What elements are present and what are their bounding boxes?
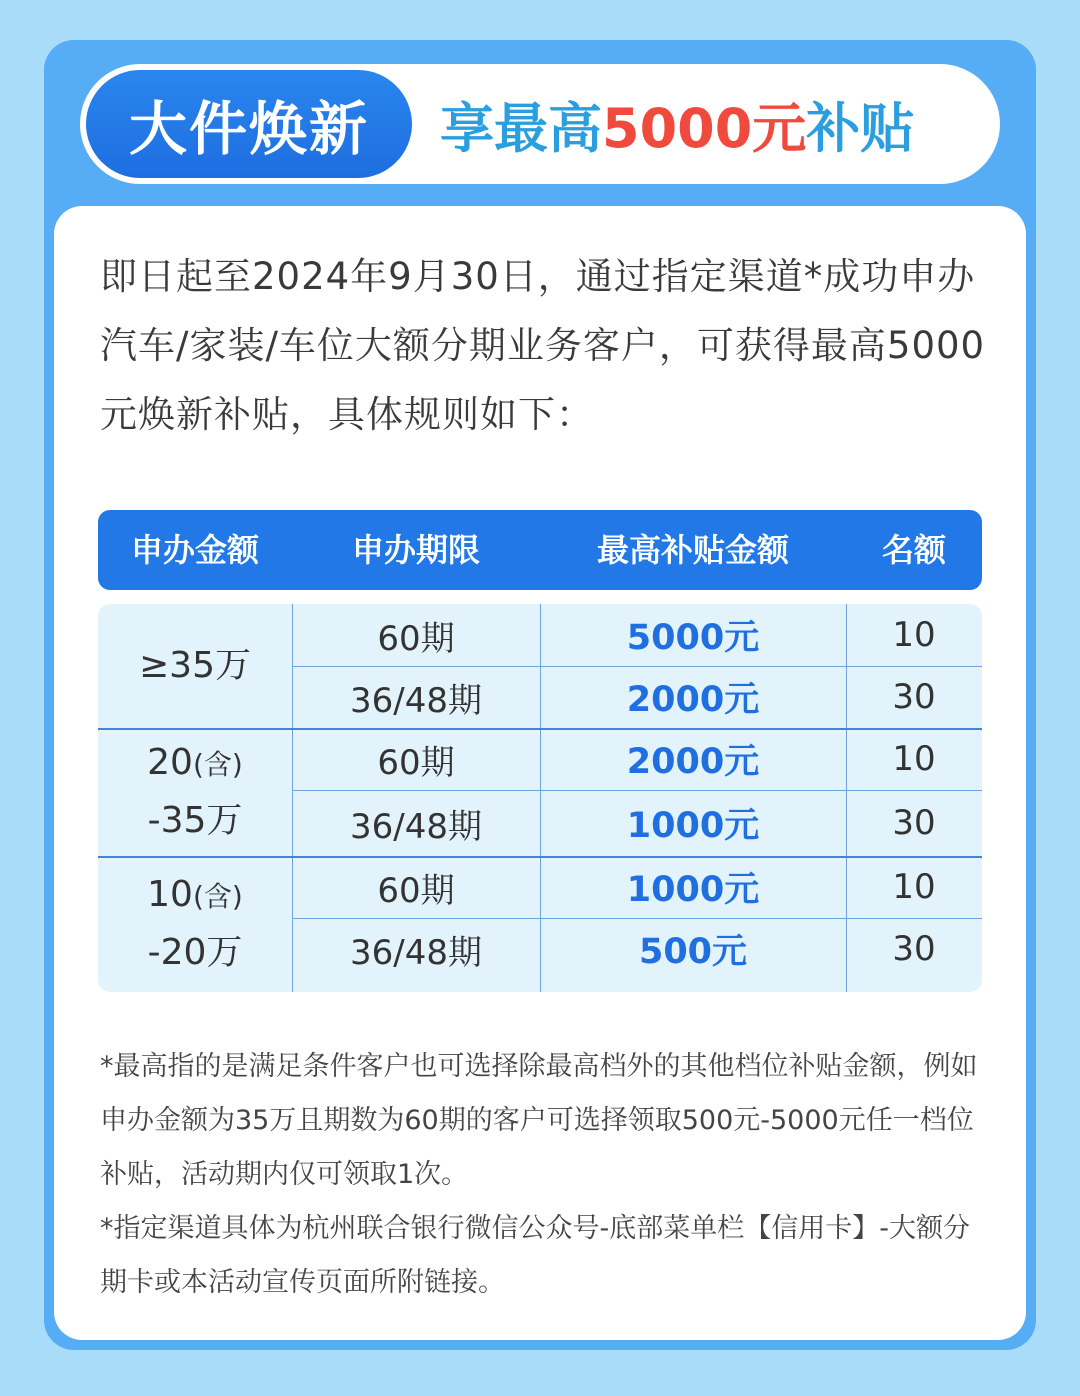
footnote: *指定渠道具体为杭州联合银行微信公众号-底部菜单栏【信用卡】-大额分期卡或本活动宣传页面所附链接。 <box>100 1213 970 1298</box>
subsidy-cell: 2000元 <box>626 680 760 720</box>
table-divider <box>540 604 541 992</box>
amount-line1: ≥35万 <box>139 645 251 686</box>
slogan-amount: 5000元 <box>602 96 807 160</box>
footnotes <box>100 1040 990 1310</box>
table-body <box>98 604 982 992</box>
amount-note: (含) <box>192 880 243 913</box>
subsidy-cell: 2000元 <box>626 742 760 782</box>
quota-cell: 10 <box>892 615 936 655</box>
header-subsidy: 最高补贴金额 <box>596 531 789 569</box>
quota-cell: 30 <box>892 677 936 717</box>
header-term: 申办期限 <box>351 531 480 569</box>
amount-note: (含) <box>192 748 243 781</box>
amount-cell <box>98 604 292 728</box>
subsidy-cell: 5000元 <box>626 618 760 658</box>
table-divider <box>292 604 293 992</box>
quota-cell: 10 <box>892 867 936 907</box>
subsidy-cell: 1000元 <box>626 806 760 846</box>
term-cell: 36/48期 <box>350 680 482 721</box>
amount-cell <box>98 728 292 856</box>
table-divider <box>292 918 982 919</box>
quota-cell: 30 <box>892 929 936 969</box>
amount-line2: -20万 <box>147 932 243 973</box>
table-header <box>98 510 982 590</box>
amount-line1: 10 <box>147 874 193 915</box>
table-divider <box>98 728 982 730</box>
term-cell: 60期 <box>377 618 455 659</box>
footnote: *最高指的是满足条件客户也可选择除最高档外的其他档位补贴金额，例如申办金额为35万且期数为60期的客户可选择领取500元-5000元任一档位补贴，活动期内仅可领取1次。 <box>100 1051 978 1190</box>
slogan <box>440 70 980 178</box>
quota-cell: 10 <box>892 739 936 779</box>
table-divider <box>292 666 982 667</box>
term-cell: 36/48期 <box>350 932 482 973</box>
slogan-suffix: 补贴 <box>806 96 915 160</box>
term-cell: 60期 <box>377 742 455 783</box>
amount-line1: 20 <box>147 742 193 783</box>
intro-text: 即日起至2024年9月30日，通过指定渠道*成功申办汽车/家装/车位大额分期业务客户，可获得最高5000元焕新补贴，具体规则如下： <box>100 255 986 436</box>
amount-cell <box>98 856 292 992</box>
quota-cell: 30 <box>892 803 936 843</box>
subsidy-cell: 500元 <box>638 932 748 972</box>
header-quota: 名额 <box>881 531 946 569</box>
term-cell: 60期 <box>377 870 455 911</box>
slogan-prefix: 享最高 <box>440 96 602 160</box>
table-divider <box>98 856 982 858</box>
table-divider <box>846 604 847 992</box>
header-amount: 申办金额 <box>130 531 259 569</box>
term-cell: 36/48期 <box>350 806 482 847</box>
badge-title: 大件焕新 <box>86 70 412 178</box>
table-divider <box>292 790 982 791</box>
amount-line2: -35万 <box>147 800 243 841</box>
subsidy-cell: 1000元 <box>626 870 760 910</box>
